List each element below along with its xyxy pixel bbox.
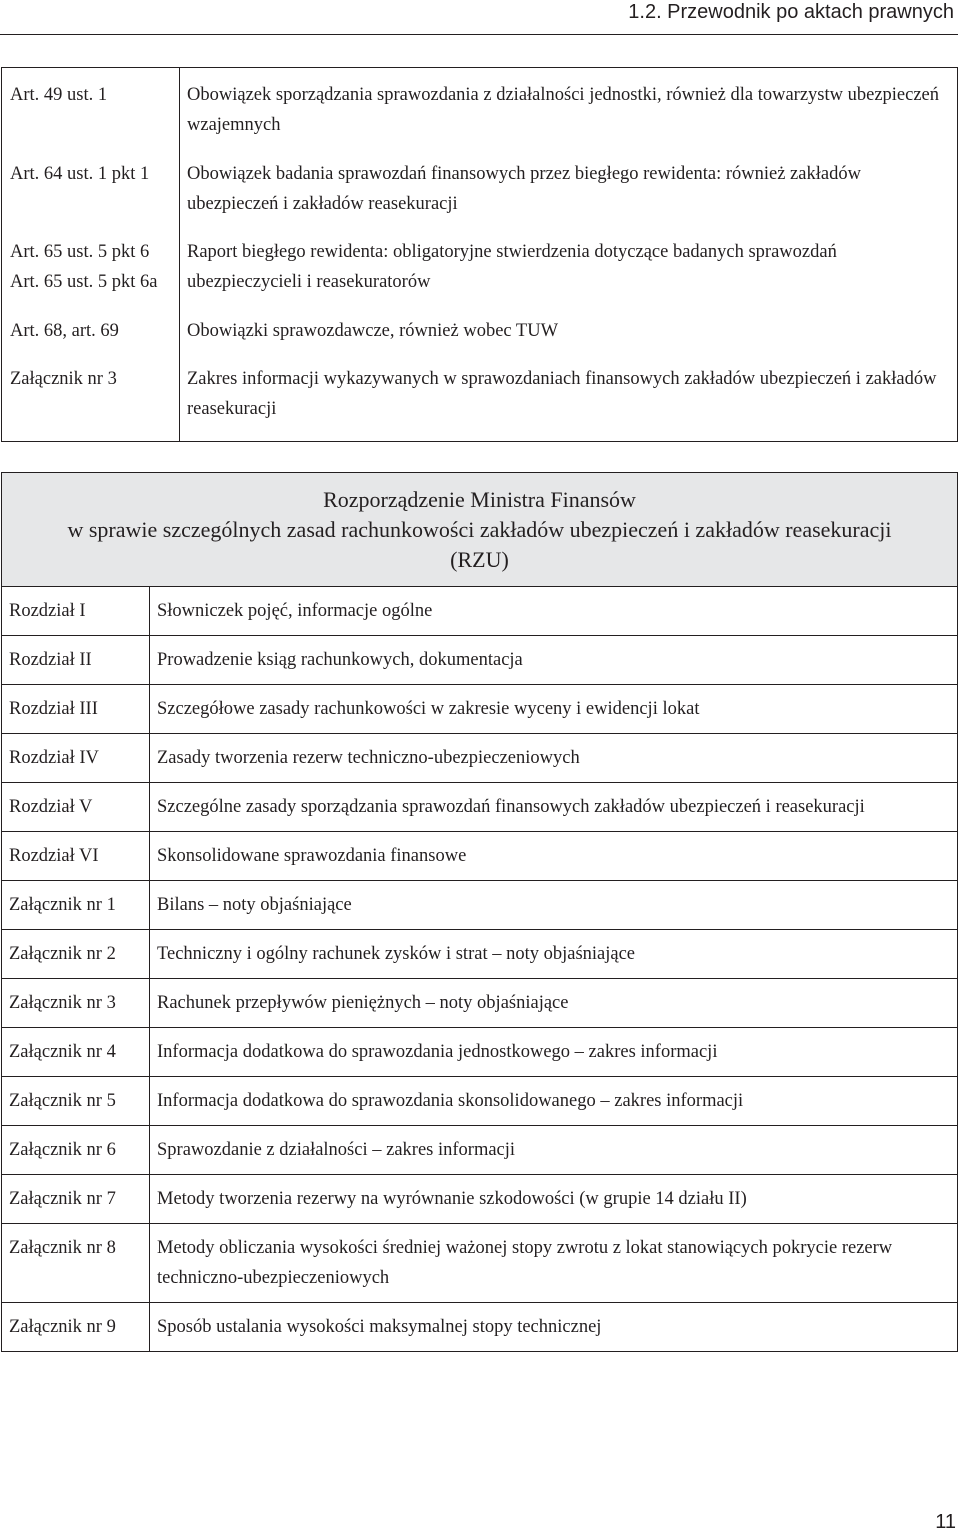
regulation-row — [2, 783, 958, 832]
act-articles-table — [1, 67, 958, 442]
act-article-ref-cell: Art. 49 ust. 1 — [2, 68, 180, 159]
regulation-ref-cell: Załącznik nr 8 — [2, 1224, 150, 1303]
regulation-row — [2, 587, 958, 636]
regulation-desc-cell: Sprawozdanie z działalności – zakres informacji — [150, 1126, 958, 1175]
regulation-ref-cell: Rozdział V — [2, 783, 150, 832]
act-article-ref-cell: Załącznik nr 3 — [2, 364, 180, 442]
regulation-ref-cell: Rozdział VI — [2, 832, 150, 881]
regulation-desc-cell: Prowadzenie ksiąg rachunkowych, dokumentacja — [150, 636, 958, 685]
regulation-desc-cell: Metody tworzenia rezerwy na wyrównanie szkodowości (w grupie 14 działu II) — [150, 1175, 958, 1224]
act-article-desc-cell: Obowiązki sprawozdawcze, również wobec TUW — [180, 316, 958, 365]
regulation-desc-cell: Metody obliczania wysokości średniej ważonej stopy zwrotu z lokat stanowiących pokrycie rezerw techniczno-ubezpieczeniowych — [150, 1224, 958, 1303]
regulation-desc-cell: Informacja dodatkowa do sprawozdania skonsolidowanego – zakres informacji — [150, 1077, 958, 1126]
act-article-desc-cell: Raport biegłego rewidenta: obligatoryjne stwierdzenia dotyczące badanych sprawozdań ubezpieczycieli i reasekuratorów — [180, 237, 958, 316]
act-article-desc-cell: Obowiązek badania sprawozdań finansowych przez biegłego rewidenta: również zakładów ubezpieczeń i zakładów reasekuracji — [180, 159, 958, 238]
regulation-row — [2, 1224, 958, 1303]
regulation-row — [2, 832, 958, 881]
act-article-row — [2, 364, 958, 442]
regulation-desc-cell: Szczególne zasady sporządzania sprawozdań finansowych zakładów ubezpieczeń i reasekuracji — [150, 783, 958, 832]
act-article-desc-cell: Obowiązek sporządzania sprawozdania z działalności jednostki, również dla towarzystw ubezpieczeń wzajemnych — [180, 68, 958, 159]
regulation-ref-cell: Rozdział II — [2, 636, 150, 685]
regulation-title-row — [2, 473, 958, 587]
act-article-ref-cell: Art. 64 ust. 1 pkt 1 — [2, 159, 180, 238]
regulation-ref-cell: Załącznik nr 7 — [2, 1175, 150, 1224]
act-article-desc-cell: Zakres informacji wykazywanych w sprawozdaniach finansowych zakładów ubezpieczeń i zakładów reasekuracji — [180, 364, 958, 442]
regulation-ref-cell: Rozdział I — [2, 587, 150, 636]
regulation-desc-cell: Zasady tworzenia rezerw techniczno-ubezpieczeniowych — [150, 734, 958, 783]
regulation-row — [2, 1175, 958, 1224]
regulation-ref-cell: Załącznik nr 4 — [2, 1028, 150, 1077]
regulation-row — [2, 1028, 958, 1077]
regulation-row — [2, 1077, 958, 1126]
regulation-ref-cell: Rozdział IV — [2, 734, 150, 783]
regulation-ref-cell: Załącznik nr 1 — [2, 881, 150, 930]
regulation-row — [2, 636, 958, 685]
regulation-ref-cell: Załącznik nr 9 — [2, 1303, 150, 1352]
regulation-title-line-2: w sprawie szczególnych zasad rachunkowości zakładów ubezpieczeń i zakładów reasekuracji — [67, 517, 892, 542]
act-article-row — [2, 316, 958, 365]
regulation-ref-cell: Rozdział III — [2, 685, 150, 734]
section-title: 1.2. Przewodnik po aktach prawnych — [628, 1, 954, 23]
regulation-desc-cell: Rachunek przepływów pieniężnych – noty objaśniające — [150, 979, 958, 1028]
regulation-ref-cell: Załącznik nr 2 — [2, 930, 150, 979]
act-article-row — [2, 237, 958, 316]
page-header — [0, 0, 958, 35]
regulation-row — [2, 734, 958, 783]
regulation-ref-cell: Załącznik nr 5 — [2, 1077, 150, 1126]
regulation-row — [2, 1303, 958, 1352]
act-article-row — [2, 68, 958, 159]
regulation-desc-cell: Szczegółowe zasady rachunkowości w zakresie wyceny i ewidencji lokat — [150, 685, 958, 734]
act-articles-table-body — [2, 68, 958, 442]
regulation-desc-cell: Słowniczek pojęć, informacje ogólne — [150, 587, 958, 636]
act-article-row — [2, 159, 958, 238]
regulation-row — [2, 881, 958, 930]
regulation-row — [2, 930, 958, 979]
regulation-row — [2, 685, 958, 734]
regulation-row — [2, 979, 958, 1028]
regulation-table — [1, 472, 958, 1352]
page-number: 11 — [935, 1511, 956, 1533]
regulation-desc-cell: Sposób ustalania wysokości maksymalnej stopy technicznej — [150, 1303, 958, 1352]
regulation-table-body — [2, 587, 958, 1352]
regulation-title-line-3: (RZU) — [450, 547, 509, 572]
regulation-desc-cell: Techniczny i ogólny rachunek zysków i strat – noty objaśniające — [150, 930, 958, 979]
regulation-ref-cell: Załącznik nr 6 — [2, 1126, 150, 1175]
regulation-desc-cell: Bilans – noty objaśniające — [150, 881, 958, 930]
regulation-desc-cell: Skonsolidowane sprawozdania finansowe — [150, 832, 958, 881]
act-article-ref-cell: Art. 65 ust. 5 pkt 6 Art. 65 ust. 5 pkt 6a — [2, 237, 180, 316]
regulation-desc-cell: Informacja dodatkowa do sprawozdania jednostkowego – zakres informacji — [150, 1028, 958, 1077]
regulation-ref-cell: Załącznik nr 3 — [2, 979, 150, 1028]
regulation-title — [2, 473, 958, 587]
regulation-row — [2, 1126, 958, 1175]
regulation-title-line-1: Rozporządzenie Ministra Finansów — [323, 487, 636, 512]
act-article-ref-cell: Art. 68, art. 69 — [2, 316, 180, 365]
